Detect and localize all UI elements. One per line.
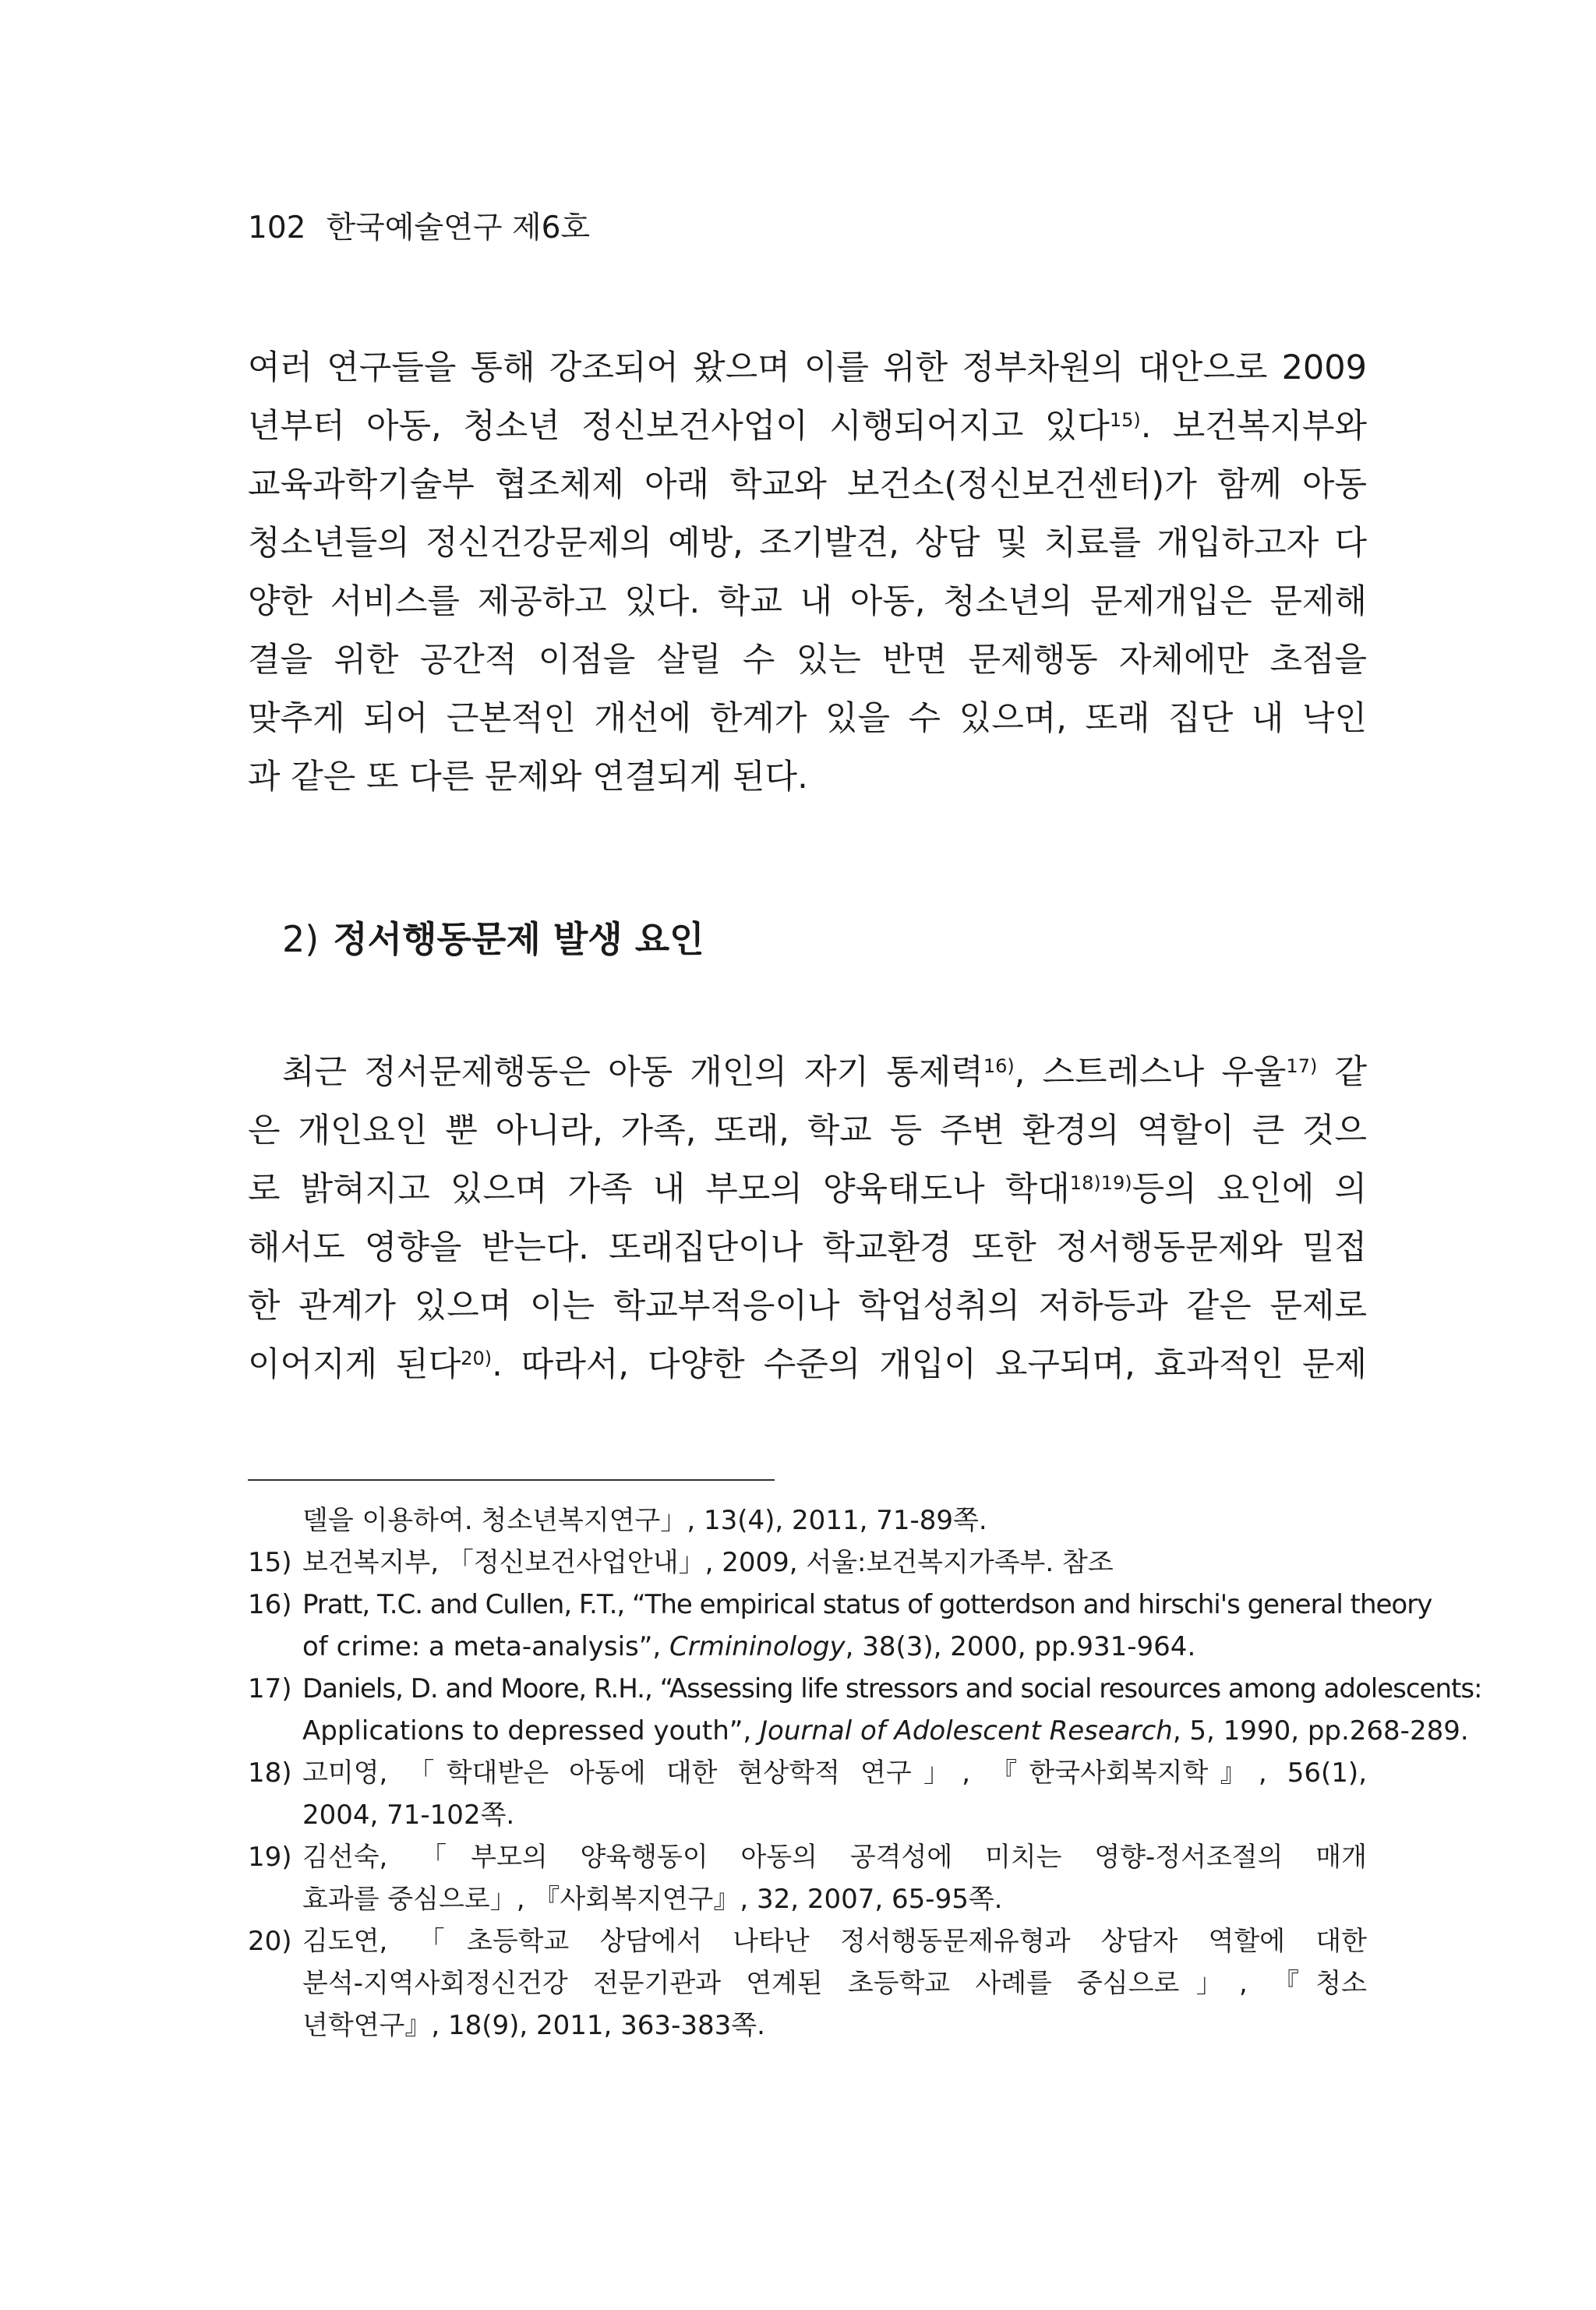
- footnote-15: [248, 1542, 1367, 1584]
- journal-name: Crmininology: [669, 1631, 846, 1662]
- footnote-ref-16[interactable]: 16): [983, 1055, 1015, 1077]
- text-line: 해서도 영향을 받는다. 또래집단이나 학교환경 또한 정서행동문제와 밀접: [248, 1228, 1367, 1267]
- footnote-17: [248, 1668, 1482, 1752]
- page-number: 102: [248, 210, 306, 245]
- footnote-number: 15): [248, 1547, 292, 1578]
- text-line: 로 밝혀지고 있으며 가족 내 부모의 양육태도나 학대$^{18)19)}$등의 요인에 의: [248, 1170, 1367, 1209]
- text-line: 한 관계가 있으며 이는 학교부적응이나 학업성취의 저하등과 같은 문제로: [248, 1287, 1367, 1326]
- text-line: 맞추게 되어 근본적인 개선에 한계가 있을 수 있으며, 또래 집단 내 낙인: [248, 699, 1367, 738]
- footnote-ref-17[interactable]: 17): [1286, 1055, 1318, 1077]
- text-line: 최근 정서문제행동은 아동 개인의 자기 통제력$^{16)}$, 스트레스나 우울$^{17)}$ 같: [282, 1053, 1367, 1092]
- footnote-line: Pratt, T.C. and Cullen, F.T., “The empirical status of gotterdson and hirschi's general theory: [302, 1589, 1432, 1620]
- footnote-line: 고미영, 「학대받은 아동에 대한 현상학적 연구」, 『한국사회복지학』, 56(1),: [302, 1757, 1367, 1789]
- footnote-ref-15[interactable]: 15): [1109, 409, 1141, 431]
- journal-name: Journal of Adolescent Research: [759, 1715, 1173, 1747]
- footnote-ref-20[interactable]: 20): [461, 1348, 493, 1369]
- text-line: 은 개인요인 뿐 아니라, 가족, 또래, 학교 등 주변 환경의 역할이 큰 것으: [248, 1111, 1367, 1150]
- footnote-line: 김선숙, 「부모의 양육행동이 아동의 공격성에 미치는 영향-정서조절의 매개: [302, 1842, 1367, 1873]
- footnote-line: 년학연구』, 18(9), 2011, 363-383쪽.: [302, 2010, 765, 2041]
- footnote-16: [248, 1584, 1432, 1668]
- text-line: 년부터 아동, 청소년 정신보건사업이 시행되어지고 있다$^{15)}$. 보건복지부와: [248, 407, 1367, 446]
- footnote-line: 보건복지부, 「정신보건사업안내」, 2009, 서울:보건복지가족부. 참조: [302, 1547, 1114, 1578]
- footnote-line: of crime: a meta-analysis”, Crmininology, 38(3), 2000, pp.931-964.: [302, 1631, 1196, 1662]
- footnote-line: 분석-지역사회정신건강 전문기관과 연계된 초등학교 사례를 중심으로」, 『청소: [302, 1968, 1367, 1999]
- text-line: 이어지게 된다$^{20)}$. 따라서, 다양한 수준의 개입이 요구되며, 효과적인 문제: [248, 1345, 1367, 1384]
- text-line: 과 같은 또 다른 문제와 연결되게 된다.: [248, 758, 808, 796]
- footnote-number: 19): [248, 1842, 292, 1873]
- text-line: 양한 서비스를 제공하고 있다. 학교 내 아동, 청소년의 문제개입은 문제해: [248, 582, 1367, 621]
- footnote-continuation: 델을 이용하여. 청소년복지연구」, 13(4), 2011, 71-89쪽.: [302, 1505, 987, 1536]
- footnote-20: [248, 1920, 1367, 2047]
- text-line: 교육과학기술부 협조체제 아래 학교와 보건소(정신보건센터)가 함께 아동: [248, 465, 1367, 504]
- journal-title: 한국예술연구 제6호: [326, 210, 591, 245]
- text-line: 결을 위한 공간적 이점을 살릴 수 있는 반면 문제행동 자체에만 초점을: [248, 641, 1367, 680]
- paragraph-1: [248, 339, 1367, 807]
- footnote-line: 2004, 71-102쪽.: [302, 1800, 515, 1831]
- footnote-line: 효과를 중심으로」, 『사회복지연구』, 32, 2007, 65-95쪽.: [302, 1884, 1003, 1915]
- footnote-number: 16): [248, 1589, 292, 1620]
- section-title: 정서행동문제 발생 요인: [333, 918, 704, 960]
- footnotes: [248, 1499, 1482, 2047]
- running-header: [248, 209, 590, 248]
- text-line: 여러 연구들을 통해 강조되어 왔으며 이를 위한 정부차원의 대안으로 2009: [248, 348, 1367, 387]
- section-number: 2): [282, 918, 320, 960]
- footnote-separator: [248, 1479, 775, 1481]
- footnote-line: Applications to depressed youth”, Journal of Adolescent Research, 5, 1990, pp.268-289.: [302, 1715, 1469, 1747]
- footnote-number: 17): [248, 1673, 292, 1704]
- footnote-ref-18-19[interactable]: 18)19): [1069, 1172, 1132, 1194]
- footnote-line: 김도연, 「초등학교 상담에서 나타난 정서행동문제유형과 상담자 역할에 대한: [302, 1926, 1367, 1957]
- text-line: 청소년들의 정신건강문제의 예방, 조기발견, 상담 및 치료를 개입하고자 다: [248, 524, 1367, 563]
- footnote-number: 20): [248, 1926, 292, 1957]
- footnote-line: Daniels, D. and Moore, R.H., “Assessing life stressors and social resources among adolescents:: [302, 1673, 1482, 1704]
- footnote-number: 18): [248, 1757, 292, 1789]
- footnote-19: [248, 1836, 1367, 1920]
- footnote-18: [248, 1752, 1367, 1836]
- section-heading: [282, 912, 704, 966]
- paragraph-2: [248, 1044, 1367, 1394]
